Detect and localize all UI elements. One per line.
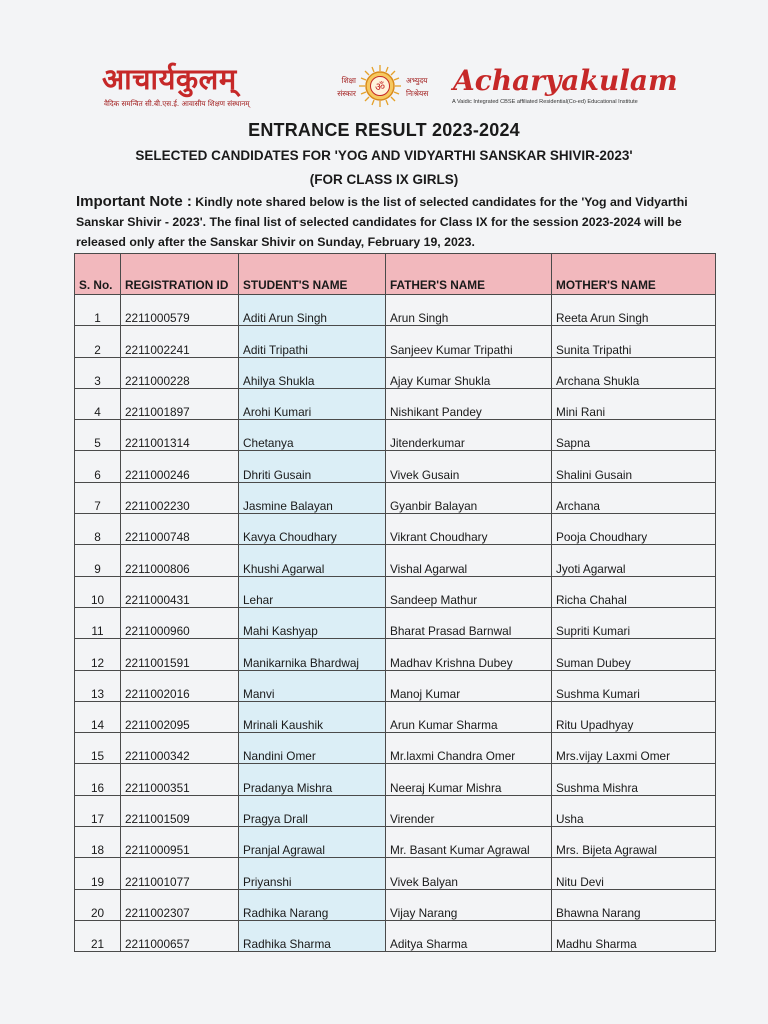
registration-id-cell: 2211001314 — [121, 420, 239, 451]
mother-name-cell: Richa Chahal — [552, 576, 716, 607]
motto-left-line-2: संस्कार — [337, 89, 356, 98]
father-name-cell: Sandeep Mathur — [386, 576, 552, 607]
important-note-text: Kindly note shared below is the list of selected candidates for the 'Yog and Vidyarthi Sanskar Shivir - 2023'. The final list of selected candidates for Class IX for the session 2023-2024 will be released only after the Sanskar Shivir on Sunday, February 19, 2023. — [76, 195, 688, 249]
father-name-cell: Mr.laxmi Chandra Omer — [386, 733, 552, 764]
mother-name-cell: Sapna — [552, 420, 716, 451]
student-name-cell: Chetanya — [239, 420, 386, 451]
father-name-cell: Vikrant Choudhary — [386, 514, 552, 545]
father-name-cell: Neeraj Kumar Mishra — [386, 764, 552, 795]
mother-name-cell: Sushma Kumari — [552, 670, 716, 701]
serial-number-cell: 18 — [75, 827, 121, 858]
table-row — [75, 795, 716, 826]
table-row — [75, 858, 716, 889]
header-sno: S. No. — [75, 254, 121, 295]
mother-name-cell: Supriti Kumari — [552, 607, 716, 638]
english-logo-subtitle: A Vaidic Integrated CBSE affiliated Residential(Co-ed) Educational Institute — [452, 99, 638, 105]
table-row — [75, 357, 716, 388]
hindi-logo-subtitle: वैदिक समन्वित सी.बी.एस.ई. आवासीय शिक्षण संस्थानम् — [104, 99, 250, 108]
serial-number-cell: 17 — [75, 795, 121, 826]
registration-id-cell: 2211000228 — [121, 357, 239, 388]
registration-id-cell: 2211000657 — [121, 920, 239, 951]
table-row — [75, 576, 716, 607]
student-name-cell: Pranjal Agrawal — [239, 827, 386, 858]
mother-name-cell: Archana — [552, 482, 716, 513]
father-name-cell: Virender — [386, 795, 552, 826]
serial-number-cell: 5 — [75, 420, 121, 451]
student-name-cell: Manvi — [239, 670, 386, 701]
serial-number-cell: 7 — [75, 482, 121, 513]
table-row — [75, 920, 716, 951]
mother-name-cell: Pooja Choudhary — [552, 514, 716, 545]
mother-name-cell: Reeta Arun Singh — [552, 295, 716, 326]
page-title: ENTRANCE RESULT 2023-2024 — [248, 120, 520, 140]
serial-number-cell: 11 — [75, 607, 121, 638]
father-name-cell: Madhav Krishna Dubey — [386, 639, 552, 670]
serial-number-cell: 8 — [75, 514, 121, 545]
table-row — [75, 764, 716, 795]
serial-number-cell: 13 — [75, 670, 121, 701]
serial-number-cell: 9 — [75, 545, 121, 576]
serial-number-cell: 3 — [75, 357, 121, 388]
table-row — [75, 514, 716, 545]
student-name-cell: Radhika Sharma — [239, 920, 386, 951]
header-student-name: STUDENT'S NAME — [239, 254, 386, 295]
student-name-cell: Lehar — [239, 576, 386, 607]
mother-name-cell: Nitu Devi — [552, 858, 716, 889]
registration-id-cell: 2211002016 — [121, 670, 239, 701]
table-body — [75, 295, 716, 952]
table-row — [75, 482, 716, 513]
student-name-cell: Kavya Choudhary — [239, 514, 386, 545]
registration-id-cell: 2211000748 — [121, 514, 239, 545]
important-note — [76, 192, 696, 252]
registration-id-cell: 2211002241 — [121, 326, 239, 357]
registration-id-cell: 2211002307 — [121, 889, 239, 920]
table-header-row — [75, 254, 716, 295]
serial-number-cell: 19 — [75, 858, 121, 889]
father-name-cell: Manoj Kumar — [386, 670, 552, 701]
motto-right — [406, 74, 446, 100]
serial-number-cell: 21 — [75, 920, 121, 951]
father-name-cell: Vijay Narang — [386, 889, 552, 920]
student-name-cell: Ahilya Shukla — [239, 357, 386, 388]
mother-name-cell: Bhawna Narang — [552, 889, 716, 920]
student-name-cell: Pradanya Mishra — [239, 764, 386, 795]
mother-name-cell: Sushma Mishra — [552, 764, 716, 795]
student-name-cell: Priyanshi — [239, 858, 386, 889]
student-name-cell: Nandini Omer — [239, 733, 386, 764]
father-name-cell: Arun Kumar Sharma — [386, 701, 552, 732]
emblem-om-text: ॐ — [374, 80, 386, 94]
registration-id-cell: 2211000806 — [121, 545, 239, 576]
letterhead — [96, 62, 676, 114]
selected-candidates-table — [74, 253, 716, 952]
mother-name-cell: Mini Rani — [552, 388, 716, 419]
student-name-cell: Aditi Tripathi — [239, 326, 386, 357]
registration-id-cell: 2211001509 — [121, 795, 239, 826]
mother-name-cell: Ritu Upadhyay — [552, 701, 716, 732]
father-name-cell: Vivek Balyan — [386, 858, 552, 889]
table-row — [75, 388, 716, 419]
mother-name-cell: Archana Shukla — [552, 357, 716, 388]
father-name-cell: Vivek Gusain — [386, 451, 552, 482]
father-name-cell: Jitenderkumar — [386, 420, 552, 451]
registration-id-cell: 2211002230 — [121, 482, 239, 513]
hindi-logo-title: आचार्यकुलम् — [102, 62, 237, 96]
registration-id-cell: 2211000960 — [121, 607, 239, 638]
father-name-cell: Vishal Agarwal — [386, 545, 552, 576]
table-row — [75, 420, 716, 451]
mother-name-cell: Usha — [552, 795, 716, 826]
serial-number-cell: 6 — [75, 451, 121, 482]
header-mother-name: MOTHER'S NAME — [552, 254, 716, 295]
registration-id-cell: 2211000431 — [121, 576, 239, 607]
serial-number-cell: 12 — [75, 639, 121, 670]
table-row — [75, 326, 716, 357]
student-name-cell: Radhika Narang — [239, 889, 386, 920]
father-name-cell: Bharat Prasad Barnwal — [386, 607, 552, 638]
table-row — [75, 827, 716, 858]
serial-number-cell: 2 — [75, 326, 121, 357]
serial-number-cell: 16 — [75, 764, 121, 795]
header-father-name: FATHER'S NAME — [386, 254, 552, 295]
table-row — [75, 670, 716, 701]
registration-id-cell: 2211001897 — [121, 388, 239, 419]
table-row — [75, 295, 716, 326]
mother-name-cell: Mrs. Bijeta Agrawal — [552, 827, 716, 858]
serial-number-cell: 10 — [75, 576, 121, 607]
motto-left — [322, 74, 356, 100]
motto-left-line-1: शिक्षा — [341, 76, 356, 85]
registration-id-cell: 2211000246 — [121, 451, 239, 482]
table-row — [75, 701, 716, 732]
mother-name-cell: Madhu Sharma — [552, 920, 716, 951]
page-subtitle-class: (FOR CLASS IX GIRLS) — [309, 172, 459, 187]
father-name-cell: Aditya Sharma — [386, 920, 552, 951]
student-name-cell: Khushi Agarwal — [239, 545, 386, 576]
father-name-cell: Arun Singh — [386, 295, 552, 326]
mother-name-cell: Mrs.vijay Laxmi Omer — [552, 733, 716, 764]
registration-id-cell: 2211000579 — [121, 295, 239, 326]
registration-id-cell: 2211001077 — [121, 858, 239, 889]
student-name-cell: Dhriti Gusain — [239, 451, 386, 482]
father-name-cell: Mr. Basant Kumar Agrawal — [386, 827, 552, 858]
page-subtitle: SELECTED CANDIDATES FOR 'YOG AND VIDYARTHI SANSKAR SHIVIR-2023' — [135, 148, 633, 163]
father-name-cell: Nishikant Pandey — [386, 388, 552, 419]
mother-name-cell: Sunita Tripathi — [552, 326, 716, 357]
student-name-cell: Manikarnika Bhardwaj — [239, 639, 386, 670]
table-row — [75, 889, 716, 920]
serial-number-cell: 1 — [75, 295, 121, 326]
father-name-cell: Ajay Kumar Shukla — [386, 357, 552, 388]
father-name-cell: Sanjeev Kumar Tripathi — [386, 326, 552, 357]
emblem-sun-icon — [358, 64, 402, 108]
student-name-cell: Jasmine Balayan — [239, 482, 386, 513]
serial-number-cell: 20 — [75, 889, 121, 920]
table-row — [75, 545, 716, 576]
table-row — [75, 639, 716, 670]
header-registration-id: REGISTRATION ID — [121, 254, 239, 295]
student-name-cell: Aditi Arun Singh — [239, 295, 386, 326]
student-name-cell: Mahi Kashyap — [239, 607, 386, 638]
registration-id-cell: 2211000351 — [121, 764, 239, 795]
registration-id-cell: 2211000342 — [121, 733, 239, 764]
serial-number-cell: 15 — [75, 733, 121, 764]
table-row — [75, 607, 716, 638]
motto-right-line-1: अभ्युदय — [406, 76, 428, 85]
table-row — [75, 733, 716, 764]
serial-number-cell: 4 — [75, 388, 121, 419]
student-name-cell: Pragya Drall — [239, 795, 386, 826]
serial-number-cell: 14 — [75, 701, 121, 732]
english-logo-title: Acharyakulam — [453, 64, 678, 97]
father-name-cell: Gyanbir Balayan — [386, 482, 552, 513]
mother-name-cell: Shalini Gusain — [552, 451, 716, 482]
student-name-cell: Arohi Kumari — [239, 388, 386, 419]
registration-id-cell: 2211002095 — [121, 701, 239, 732]
registration-id-cell: 2211000951 — [121, 827, 239, 858]
important-note-label: Important Note : — [76, 193, 192, 210]
mother-name-cell: Suman Dubey — [552, 639, 716, 670]
motto-right-line-2: निःश्रेयस — [406, 89, 429, 98]
registration-id-cell: 2211001591 — [121, 639, 239, 670]
table-row — [75, 451, 716, 482]
mother-name-cell: Jyoti Agarwal — [552, 545, 716, 576]
student-name-cell: Mrinali Kaushik — [239, 701, 386, 732]
